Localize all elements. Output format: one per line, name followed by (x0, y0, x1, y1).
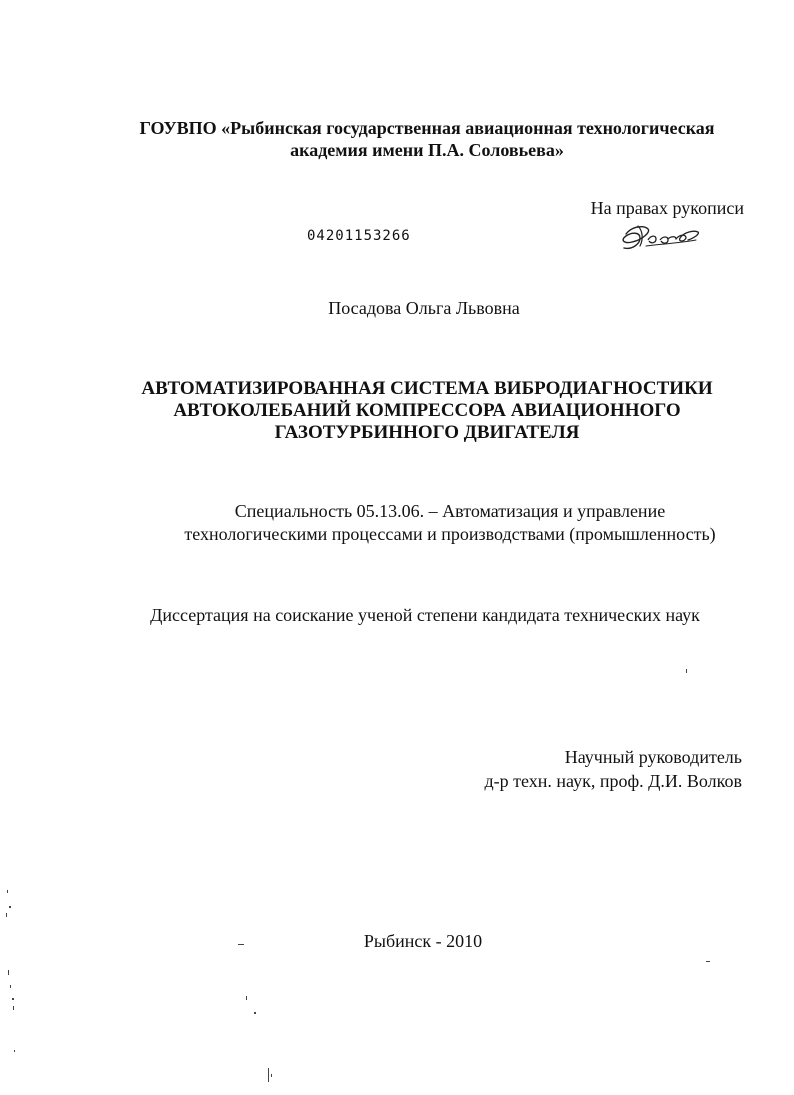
title-line-2: АВТОКОЛЕБАНИЙ КОМПРЕССОРА АВИАЦИОННОГО (173, 400, 681, 421)
city-year: Рыбинск - 2010 (363, 931, 483, 951)
manuscript-note: На правах рукописи (590, 198, 744, 218)
supervisor-label: Научный руководитель (564, 747, 742, 767)
dissertation-degree: Диссертация на соискание ученой степени кандидата технических наук (150, 605, 700, 625)
supervisor-name: д-р техн. наук, проф. Д.И. Волков (484, 771, 742, 791)
specialty-line-1: Специальность 05.13.06. – Автоматизация и управление (234, 501, 666, 521)
institution-line-1: ГОУВПО «Рыбинская государственная авиационная технологическая (139, 118, 715, 138)
title-line-3: ГАЗОТУРБИННОГО ДВИГАТЕЛЯ (274, 422, 580, 443)
author-name: Посадова Ольга Львовна (328, 298, 520, 318)
institution-line-2: академия имени П.А. Соловьева» (290, 140, 564, 160)
registration-code: 04201153266 (307, 228, 411, 244)
title-line-1: АВТОМАТИЗИРОВАННАЯ СИСТЕМА ВИБРОДИАГНОСТИКИ (141, 378, 713, 399)
specialty-line-2: технологическими процессами и производствами (промышленность) (184, 524, 716, 544)
